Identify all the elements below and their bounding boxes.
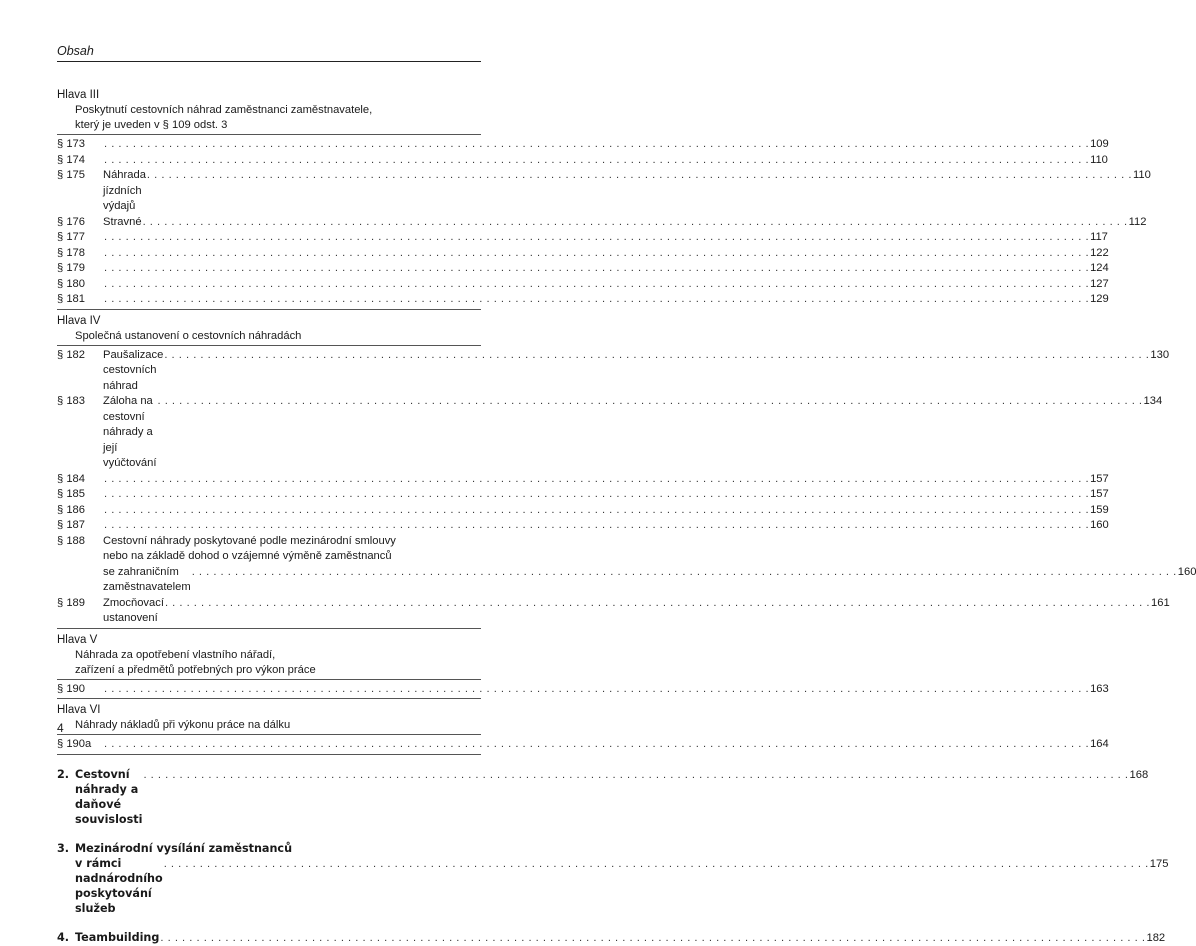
section-number: § 187: [57, 519, 85, 531]
entry-line: [103, 394, 1163, 472]
major-entry[interactable]: [57, 767, 1149, 827]
major-body: [75, 767, 1148, 827]
page-ref: 109: [1090, 138, 1109, 150]
toc-entry[interactable]: [57, 230, 1108, 246]
chapter-description: který je uveden v § 109 odst. 3: [75, 119, 228, 131]
entry-line: [103, 246, 1109, 262]
table-of-contents: [57, 88, 1196, 946]
section-number: § 184: [57, 472, 85, 485]
toc-entry[interactable]: [57, 168, 1151, 215]
entry-line: [103, 503, 1109, 519]
entry-line: [103, 168, 1151, 215]
entry-line: [103, 277, 1109, 293]
toc-chapter: [57, 633, 1109, 700]
toc-entry[interactable]: [57, 153, 1108, 169]
section-number: § 174: [57, 153, 85, 166]
page-ref: 175: [1149, 857, 1169, 870]
section-divider: [57, 309, 481, 310]
major-number: 2.: [57, 767, 70, 781]
page-ref: 124: [1090, 262, 1109, 274]
toc-entry[interactable]: [57, 348, 1170, 395]
section-number: § 185: [57, 488, 85, 500]
entry-title: Náhrada jízdních výdajů: [103, 169, 146, 212]
page-ref: 112: [1128, 215, 1147, 228]
section-number: § 173: [57, 138, 85, 150]
page-ref: 182: [1146, 931, 1166, 944]
dot-leader: [104, 261, 1089, 277]
section-number: § 186: [57, 503, 85, 516]
page-ref: 129: [1090, 293, 1109, 305]
toc-entry[interactable]: [57, 261, 1109, 277]
dot-leader: [164, 348, 1149, 364]
major-body: [75, 930, 1165, 946]
chapter-label: Hlava IV: [57, 314, 101, 327]
toc-entry[interactable]: [57, 596, 1170, 627]
entry-line: [103, 518, 1109, 534]
entry-body: [103, 277, 1109, 293]
chapter-description: Poskytnutí cestovních náhrad zaměstnanci zaměstnavatele,: [75, 104, 373, 116]
toc-entry[interactable]: [57, 518, 1109, 534]
entry-line: [103, 565, 1196, 596]
page-ref: 110: [1090, 153, 1108, 166]
page-ref: 159: [1090, 503, 1109, 516]
toc-entry[interactable]: [57, 682, 1109, 698]
section-number: § 182: [57, 348, 85, 361]
page-ref: 127: [1090, 277, 1109, 290]
page-ref: 110: [1132, 169, 1151, 181]
page-number: 4: [57, 721, 64, 735]
entry-title: nebo na základě dohod o vzájemné výměně zaměstnanců: [103, 550, 392, 562]
major-entry-block: [57, 930, 1166, 946]
entry-title: Cestovní náhrady poskytované podle mezinárodní smlouvy: [103, 534, 396, 547]
dot-leader: [104, 137, 1089, 153]
dot-leader: [104, 230, 1089, 246]
section-number: § 178: [57, 246, 85, 259]
dot-leader: [143, 768, 1128, 783]
dot-leader: [157, 394, 1142, 410]
entry-body: [103, 230, 1108, 246]
chapter-label: Hlava V: [57, 633, 98, 646]
entry-line: [103, 153, 1108, 169]
dot-leader: [104, 737, 1089, 753]
major-line: [75, 930, 1165, 946]
dot-leader: [104, 503, 1089, 519]
entry-title: Záloha na cestovní náhrady a její vyúčtování: [103, 395, 157, 469]
entry-title: Zmocňovací ustanovení: [103, 596, 164, 624]
section-number: § 180: [57, 277, 85, 290]
entry-body: [103, 215, 1147, 231]
chapter-description: Náhrady nákladů při výkonu práce na dálku: [75, 719, 291, 731]
dot-leader: [147, 168, 1132, 184]
page-ref: 157: [1090, 488, 1109, 500]
major-entry[interactable]: [57, 841, 1169, 916]
toc-entry[interactable]: [57, 246, 1109, 262]
page-ref: 163: [1090, 682, 1109, 695]
entry-title: Stravné: [103, 215, 142, 228]
page-ref: 161: [1151, 596, 1170, 609]
entry-body: [103, 596, 1170, 627]
toc-entry[interactable]: [57, 137, 1109, 153]
major-entry-block: [57, 841, 1169, 916]
entry-body: [103, 137, 1109, 153]
dot-leader: [192, 565, 1177, 581]
page-ref: 160: [1177, 565, 1196, 578]
major-line: [75, 767, 1148, 827]
section-number: § 188: [57, 534, 85, 547]
header-rule: [57, 61, 481, 62]
entry-line: [103, 137, 1109, 153]
section-divider: [57, 698, 481, 699]
dot-leader: [104, 277, 1089, 293]
toc-chapter: [57, 88, 1151, 310]
entry-line: [103, 230, 1108, 246]
entry-body: [103, 348, 1170, 395]
dot-leader: [104, 518, 1089, 534]
entry-line: [103, 215, 1147, 231]
dot-leader: [164, 857, 1149, 872]
toc-entry[interactable]: [57, 503, 1109, 519]
entry-body: [103, 292, 1109, 308]
entry-body: [103, 472, 1109, 488]
entry-line: [103, 737, 1109, 753]
entry-body: [103, 394, 1163, 472]
major-title: Mezinárodní vysílání zaměstnanců: [75, 841, 293, 855]
entry-line: [103, 472, 1109, 488]
page-ref: 164: [1090, 738, 1109, 750]
section-number: § 181: [57, 293, 85, 305]
chapter-description: zařízení a předmětů potřebných pro výkon práce: [75, 663, 316, 676]
entry-body: [103, 487, 1109, 503]
section-number: § 179: [57, 262, 85, 274]
section-divider: [57, 754, 481, 755]
toc-chapter: [57, 314, 1196, 629]
toc-entry[interactable]: [57, 292, 1109, 308]
entry-line: [103, 596, 1170, 627]
dot-leader: [104, 487, 1089, 503]
toc-entry[interactable]: [57, 534, 1196, 596]
entry-line: [103, 682, 1109, 698]
major-title: Teambuilding: [75, 930, 160, 944]
major-line: [75, 856, 1168, 916]
entry-body: [103, 534, 1196, 596]
major-title: v rámci nadnárodního poskytování služeb: [75, 856, 163, 915]
entry-line: [103, 487, 1109, 503]
entry-body: [103, 737, 1109, 753]
major-entry[interactable]: [57, 930, 1166, 946]
dot-leader: [104, 246, 1089, 262]
dot-leader: [104, 472, 1089, 488]
entry-title: Paušalizace cestovních náhrad: [103, 348, 164, 392]
toc-chapter: [57, 703, 1109, 755]
major-number: 4.: [57, 930, 70, 944]
toc-entry[interactable]: [57, 487, 1109, 503]
entry-body: [103, 153, 1108, 169]
page-ref: 157: [1090, 472, 1109, 485]
major-title: Cestovní náhrady a daňové souvislosti: [75, 767, 143, 826]
toc-entry[interactable]: [57, 737, 1109, 753]
section-divider: [57, 134, 481, 135]
section-number: § 176: [57, 215, 85, 228]
section-divider: [57, 345, 481, 346]
entry-body: [103, 246, 1109, 262]
dot-leader: [104, 153, 1089, 169]
toc-entry[interactable]: [57, 215, 1147, 231]
major-number: 3.: [57, 841, 70, 855]
dot-leader: [165, 596, 1150, 612]
entry-body: [103, 503, 1109, 519]
section-divider: [57, 679, 481, 680]
page-ref: 122: [1090, 246, 1109, 259]
running-header-title: Obsah: [57, 44, 94, 58]
entry-line: [103, 261, 1109, 277]
section-number: § 183: [57, 395, 85, 407]
toc-entry[interactable]: [57, 394, 1163, 472]
section-number: § 177: [57, 231, 85, 243]
dot-leader: [104, 682, 1089, 698]
entry-body: [103, 261, 1109, 277]
section-number: § 190: [57, 682, 85, 695]
entry-line: [103, 348, 1170, 395]
dot-leader: [143, 215, 1128, 231]
section-number: § 190a: [57, 738, 92, 750]
entry-line: [103, 292, 1109, 308]
entry-body: [103, 682, 1109, 698]
entry-body: [103, 518, 1109, 534]
page-ref: 168: [1129, 768, 1149, 781]
major-entry-block: [57, 767, 1149, 827]
section-number: § 175: [57, 169, 85, 181]
section-number: § 189: [57, 596, 85, 609]
entry-title: se zahraničním zaměstnavatelem: [103, 565, 191, 593]
toc-entry[interactable]: [57, 472, 1109, 488]
page-ref: 160: [1090, 519, 1109, 531]
page-ref: 117: [1090, 231, 1108, 243]
toc-entry[interactable]: [57, 277, 1109, 293]
chapter-label: Hlava III: [57, 89, 100, 101]
page-ref: 134: [1143, 395, 1163, 407]
entry-body: [103, 168, 1151, 215]
major-body: [75, 841, 1168, 916]
section-divider: [57, 734, 481, 735]
page-ref: 130: [1150, 348, 1170, 361]
chapter-label: Hlava VI: [57, 704, 101, 716]
dot-leader: [104, 292, 1089, 308]
section-divider: [57, 628, 481, 629]
chapter-description: Společná ustanovení o cestovních náhradách: [75, 329, 302, 342]
chapter-description: Náhrada za opotřebení vlastního nářadí,: [75, 648, 276, 661]
dot-leader: [160, 931, 1145, 946]
